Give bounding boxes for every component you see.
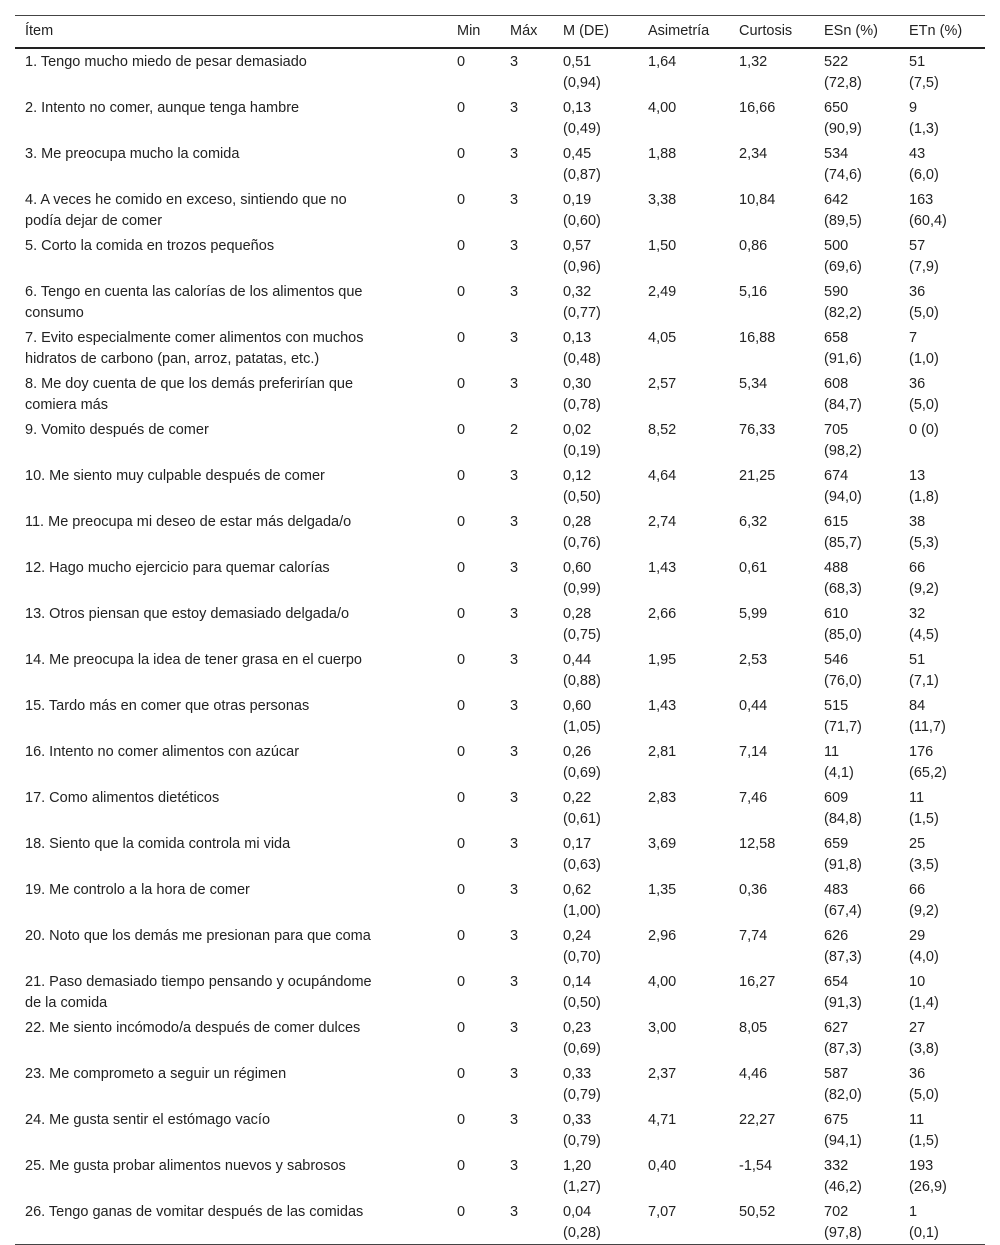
skewness-value: 1,35 (648, 881, 677, 898)
max-value: 3 (510, 973, 519, 990)
item-text: 16. Intento no comer alimentos con azúcar (25, 743, 300, 760)
kurtosis-value: 4,46 (739, 1065, 768, 1082)
table-row (15, 1060, 985, 1106)
table-row (15, 48, 985, 94)
max-value: 3 (500, 1198, 553, 1245)
skewness-value: 2,74 (648, 513, 677, 530)
esn-value: 654 (91,3) (824, 973, 862, 1011)
item-text: 20. Noto que los demás me presionan para que coma (25, 927, 371, 944)
mean-sd-value: 0,04 (0,28) (553, 1198, 638, 1245)
mean-sd-value: 0,02 (0,19) (563, 421, 601, 459)
skewness-value: 2,37 (648, 1065, 677, 1082)
table-row (15, 692, 985, 738)
mean-sd-value: 0,17 (0,63) (563, 835, 601, 873)
min-value: 0 (457, 329, 466, 346)
esn-value: 534 (74,6) (824, 145, 862, 183)
skewness-value: 1,50 (648, 237, 677, 254)
item-text: 1. Tengo mucho miedo de pesar demasiado (25, 53, 307, 70)
kurtosis-value: 16,27 (739, 973, 776, 990)
max-value: 3 (510, 237, 519, 254)
table-row (15, 278, 985, 324)
min-value: 0 (457, 881, 466, 898)
table-row (15, 1198, 985, 1245)
kurtosis-value: 2,53 (739, 651, 768, 668)
esn-value: 642 (89,5) (824, 191, 862, 229)
skewness-value: 1,95 (648, 651, 677, 668)
max-value: 3 (510, 1111, 519, 1128)
skewness-value: 1,88 (648, 145, 677, 162)
kurtosis-value: 2,34 (739, 145, 768, 162)
mean-sd-value: 0,32 (0,77) (563, 283, 601, 321)
kurtosis-value: 5,16 (739, 283, 768, 300)
max-value: 3 (510, 927, 519, 944)
header-max: Máx (500, 16, 553, 48)
esn-value: 488 (68,3) (824, 559, 862, 597)
etn-value: 11 (1,5) (909, 789, 939, 827)
esn-value: 658 (91,6) (824, 329, 862, 367)
etn-value: 36 (5,0) (909, 375, 939, 413)
min-value: 0 (457, 743, 466, 760)
table-row (15, 462, 985, 508)
max-value: 3 (510, 145, 519, 162)
header-esn: ESn (%) (814, 16, 899, 48)
max-value: 3 (510, 375, 519, 392)
item-text: 12. Hago mucho ejercicio para quemar calorías (25, 559, 330, 576)
kurtosis-value: -1,54 (739, 1157, 773, 1174)
mean-sd-value: 0,26 (0,69) (563, 743, 601, 781)
skewness-value: 3,69 (648, 835, 677, 852)
etn-value: 32 (4,5) (909, 605, 939, 643)
kurtosis-value: 76,33 (739, 421, 776, 438)
skewness-value: 4,00 (648, 973, 677, 990)
table-row (15, 1014, 985, 1060)
etn-value: 1 (0,1) (899, 1198, 985, 1245)
min-value: 0 (457, 513, 466, 530)
mean-sd-value: 0,13 (0,48) (563, 329, 601, 367)
etn-value: 51 (7,5) (909, 53, 939, 91)
header-skewness: Asimetría (638, 16, 729, 48)
table-row (15, 646, 985, 692)
min-value: 0 (457, 99, 466, 116)
mean-sd-value: 1,20 (1,27) (563, 1157, 601, 1195)
kurtosis-value: 7,46 (739, 789, 768, 806)
max-value: 3 (510, 53, 519, 70)
esn-value: 626 (87,3) (824, 927, 862, 965)
kurtosis-value: 16,88 (739, 329, 776, 346)
min-value: 0 (457, 53, 466, 70)
esn-value: 705 (98,2) (824, 421, 862, 459)
item-text: 10. Me siento muy culpable después de comer (25, 467, 325, 484)
min-value: 0 (457, 191, 466, 208)
table-row (15, 830, 985, 876)
skewness-value: 1,43 (648, 559, 677, 576)
table-row (15, 232, 985, 278)
kurtosis-value: 0,86 (739, 237, 768, 254)
table-row (15, 554, 985, 600)
etn-value: 36 (5,0) (909, 1065, 939, 1103)
table-row (15, 186, 985, 232)
esn-value: 675 (94,1) (824, 1111, 862, 1149)
max-value: 3 (510, 1065, 519, 1082)
item-text: 14. Me preocupa la idea de tener grasa en el cuerpo (25, 651, 362, 668)
min-value: 0 (457, 1019, 466, 1036)
kurtosis-value: 10,84 (739, 191, 776, 208)
mean-sd-value: 0,24 (0,70) (563, 927, 601, 965)
min-value: 0 (457, 559, 466, 576)
item-text: 7. Evito especialmente comer alimentos con muchos hidratos de carbono (pan, arroz, patatas, etc.) (25, 329, 364, 367)
esn-value: 590 (82,2) (824, 283, 862, 321)
esn-value: 627 (87,3) (824, 1019, 862, 1057)
max-value: 3 (510, 835, 519, 852)
item-text: 3. Me preocupa mucho la comida (25, 145, 240, 162)
etn-value: 66 (9,2) (909, 559, 939, 597)
table-row (15, 370, 985, 416)
item-text: 19. Me controlo a la hora de comer (25, 881, 250, 898)
min-value: 0 (457, 145, 466, 162)
max-value: 3 (510, 651, 519, 668)
mean-sd-value: 0,45 (0,87) (563, 145, 601, 183)
header-etn: ETn (%) (899, 16, 985, 48)
min-value: 0 (457, 237, 466, 254)
esn-value: 650 (90,9) (824, 99, 862, 137)
item-text: 9. Vomito después de comer (25, 421, 209, 438)
esn-value: 522 (72,8) (824, 53, 862, 91)
skewness-value: 2,66 (648, 605, 677, 622)
table-body (15, 48, 985, 1245)
header-mean-sd: M (DE) (553, 16, 638, 48)
etn-value: 43 (6,0) (909, 145, 939, 183)
mean-sd-value: 0,14 (0,50) (563, 973, 601, 1011)
etn-value: 38 (5,3) (909, 513, 939, 551)
min-value: 0 (457, 1157, 466, 1174)
mean-sd-value: 0,13 (0,49) (563, 99, 601, 137)
kurtosis-value: 7,14 (739, 743, 768, 760)
esn-value: 500 (69,6) (824, 237, 862, 275)
table-row (15, 738, 985, 784)
mean-sd-value: 0,28 (0,75) (563, 605, 601, 643)
esn-value: 609 (84,8) (824, 789, 862, 827)
item-text: 18. Siento que la comida controla mi vida (25, 835, 291, 852)
etn-value: 27 (3,8) (909, 1019, 939, 1057)
skewness-value: 2,81 (648, 743, 677, 760)
mean-sd-value: 0,22 (0,61) (563, 789, 601, 827)
etn-value: 0 (0) (909, 421, 939, 438)
etn-value: 9 (1,3) (909, 99, 939, 137)
mean-sd-value: 0,28 (0,76) (563, 513, 601, 551)
item-text: 8. Me doy cuenta de que los demás preferirían que comiera más (25, 375, 354, 413)
mean-sd-value: 0,12 (0,50) (563, 467, 601, 505)
item-text: 24. Me gusta sentir el estómago vacío (25, 1111, 271, 1128)
esn-value: 615 (85,7) (824, 513, 862, 551)
mean-sd-value: 0,33 (0,79) (563, 1065, 601, 1103)
etn-value: 163 (60,4) (909, 191, 947, 229)
max-value: 3 (510, 1019, 519, 1036)
kurtosis-value: 21,25 (739, 467, 776, 484)
etn-value: 29 (4,0) (909, 927, 939, 965)
max-value: 3 (510, 559, 519, 576)
skewness-value: 0,40 (648, 1157, 677, 1174)
mean-sd-value: 0,23 (0,69) (563, 1019, 601, 1057)
kurtosis-value: 0,36 (739, 881, 768, 898)
min-value: 0 (457, 605, 466, 622)
min-value: 0 (457, 651, 466, 668)
item-text: 6. Tengo en cuenta las calorías de los alimentos que consumo (25, 283, 363, 321)
item-text: 22. Me siento incómodo/a después de comer dulces (25, 1019, 361, 1036)
mean-sd-value: 0,51 (0,94) (563, 53, 601, 91)
etn-value: 13 (1,8) (909, 467, 939, 505)
kurtosis-value: 5,99 (739, 605, 768, 622)
item-statistics-table (15, 15, 985, 1245)
skewness-value: 4,71 (648, 1111, 677, 1128)
kurtosis-value: 22,27 (739, 1111, 776, 1128)
skewness-value: 2,83 (648, 789, 677, 806)
esn-value: 483 (67,4) (824, 881, 862, 919)
max-value: 3 (510, 789, 519, 806)
kurtosis-value: 0,61 (739, 559, 768, 576)
table-row (15, 1152, 985, 1198)
min-value: 0 (457, 927, 466, 944)
skewness-value: 2,57 (648, 375, 677, 392)
mean-sd-value: 0,19 (0,60) (563, 191, 601, 229)
table-row (15, 1106, 985, 1152)
kurtosis-value: 7,74 (739, 927, 768, 944)
item-text: 26. Tengo ganas de vomitar después de las comidas (15, 1198, 447, 1245)
esn-value: 702 (97,8) (814, 1198, 899, 1245)
item-text: 2. Intento no comer, aunque tenga hambre (25, 99, 300, 116)
min-value: 0 (457, 697, 466, 714)
kurtosis-value: 5,34 (739, 375, 768, 392)
table-row (15, 922, 985, 968)
max-value: 3 (510, 329, 519, 346)
etn-value: 7 (1,0) (909, 329, 939, 367)
skewness-value: 3,38 (648, 191, 677, 208)
max-value: 2 (510, 421, 519, 438)
etn-value: 84 (11,7) (909, 697, 946, 735)
item-text: 4. A veces he comido en exceso, sintiendo que no podía dejar de comer (25, 191, 347, 229)
max-value: 3 (510, 513, 519, 530)
etn-value: 57 (7,9) (909, 237, 939, 275)
item-text: 13. Otros piensan que estoy demasiado delgada/o (25, 605, 350, 622)
kurtosis-value: 50,52 (729, 1198, 814, 1245)
esn-value: 587 (82,0) (824, 1065, 862, 1103)
table-row (15, 968, 985, 1014)
table-row (15, 416, 985, 462)
max-value: 3 (510, 1157, 519, 1174)
esn-value: 11 (4,1) (824, 743, 854, 781)
min-value: 0 (457, 1065, 466, 1082)
max-value: 3 (510, 467, 519, 484)
max-value: 3 (510, 283, 519, 300)
min-value: 0 (457, 467, 466, 484)
item-text: 5. Corto la comida en trozos pequeños (25, 237, 275, 254)
etn-value: 193 (26,9) (909, 1157, 947, 1195)
skewness-value: 3,00 (648, 1019, 677, 1036)
skewness-value: 4,00 (648, 99, 677, 116)
min-value: 0 (457, 1111, 466, 1128)
max-value: 3 (510, 99, 519, 116)
etn-value: 36 (5,0) (909, 283, 939, 321)
table-header-row (15, 16, 985, 48)
skewness-value: 7,07 (638, 1198, 729, 1245)
item-text: 25. Me gusta probar alimentos nuevos y sabrosos (25, 1157, 346, 1174)
table-container (15, 15, 985, 1245)
table-row (15, 876, 985, 922)
etn-value: 51 (7,1) (909, 651, 939, 689)
mean-sd-value: 0,62 (1,00) (563, 881, 601, 919)
table-row (15, 324, 985, 370)
mean-sd-value: 0,60 (0,99) (563, 559, 601, 597)
max-value: 3 (510, 697, 519, 714)
esn-value: 332 (46,2) (824, 1157, 862, 1195)
table-row (15, 508, 985, 554)
table-row (15, 600, 985, 646)
kurtosis-value: 8,05 (739, 1019, 768, 1036)
max-value: 3 (510, 191, 519, 208)
mean-sd-value: 0,57 (0,96) (563, 237, 601, 275)
max-value: 3 (510, 605, 519, 622)
min-value: 0 (457, 835, 466, 852)
table-row (15, 94, 985, 140)
mean-sd-value: 0,30 (0,78) (563, 375, 601, 413)
esn-value: 608 (84,7) (824, 375, 862, 413)
min-value: 0 (457, 375, 466, 392)
skewness-value: 8,52 (648, 421, 677, 438)
esn-value: 546 (76,0) (824, 651, 862, 689)
table-row (15, 784, 985, 830)
header-item: Ítem (15, 16, 447, 48)
skewness-value: 2,49 (648, 283, 677, 300)
item-text: 11. Me preocupa mi deseo de estar más delgada/o (25, 513, 352, 530)
etn-value: 66 (9,2) (909, 881, 939, 919)
etn-value: 176 (65,2) (909, 743, 947, 781)
item-text: 23. Me comprometo a seguir un régimen (25, 1065, 287, 1082)
skewness-value: 1,43 (648, 697, 677, 714)
min-value: 0 (457, 789, 466, 806)
kurtosis-value: 0,44 (739, 697, 768, 714)
item-text: 17. Como alimentos dietéticos (25, 789, 220, 806)
esn-value: 610 (85,0) (824, 605, 862, 643)
mean-sd-value: 0,60 (1,05) (563, 697, 601, 735)
esn-value: 515 (71,7) (824, 697, 862, 735)
kurtosis-value: 12,58 (739, 835, 776, 852)
table-row (15, 140, 985, 186)
min-value: 0 (457, 421, 466, 438)
mean-sd-value: 0,44 (0,88) (563, 651, 601, 689)
esn-value: 659 (91,8) (824, 835, 862, 873)
mean-sd-value: 0,33 (0,79) (563, 1111, 601, 1149)
skewness-value: 4,64 (648, 467, 677, 484)
item-text: 15. Tardo más en comer que otras personas (25, 697, 310, 714)
max-value: 3 (510, 881, 519, 898)
item-text: 21. Paso demasiado tiempo pensando y ocupándome de la comida (25, 973, 372, 1011)
kurtosis-value: 1,32 (739, 53, 768, 70)
header-min: Min (447, 16, 500, 48)
kurtosis-value: 16,66 (739, 99, 776, 116)
skewness-value: 1,64 (648, 53, 677, 70)
etn-value: 25 (3,5) (909, 835, 939, 873)
kurtosis-value: 6,32 (739, 513, 768, 530)
header-kurtosis: Curtosis (729, 16, 814, 48)
min-value: 0 (457, 283, 466, 300)
min-value: 0 (457, 973, 466, 990)
skewness-value: 2,96 (648, 927, 677, 944)
etn-value: 10 (1,4) (909, 973, 939, 1011)
esn-value: 674 (94,0) (824, 467, 862, 505)
min-value: 0 (447, 1198, 500, 1245)
skewness-value: 4,05 (648, 329, 677, 346)
etn-value: 11 (1,5) (909, 1111, 939, 1149)
max-value: 3 (510, 743, 519, 760)
